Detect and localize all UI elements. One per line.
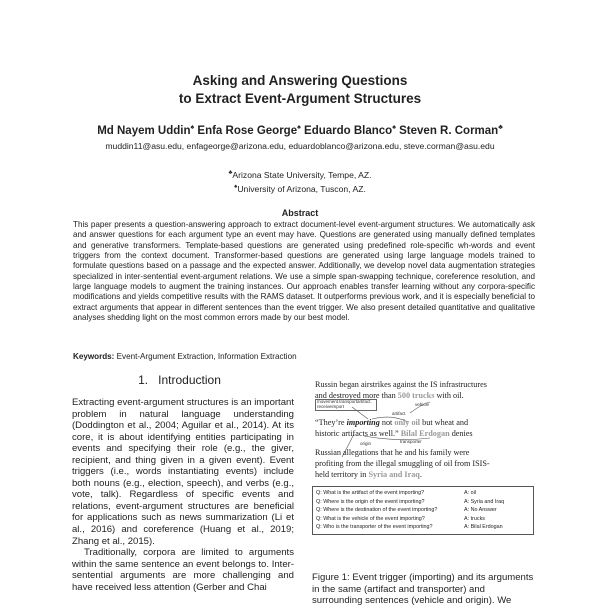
figure-line-3c: not xyxy=(381,418,393,427)
figure-line-4 xyxy=(315,429,473,440)
qa-answer: A: trucks xyxy=(464,515,485,522)
qa-question: Q: What is the vehicle of the event importing? xyxy=(316,515,425,522)
author-4-mark: ♣ xyxy=(498,124,503,131)
figure-arg-origin: Syria and Iraq xyxy=(368,470,420,479)
author-2-mark: ♠ xyxy=(297,124,301,131)
qa-question: Q: Where is the origin of the event importing? xyxy=(316,498,425,505)
paper-title xyxy=(0,72,600,108)
figure-line-3 xyxy=(315,418,468,429)
title-line-1: Asking and Answering Questions xyxy=(192,73,408,88)
figure-line-4a: historic artifacts as well.” xyxy=(315,429,399,438)
figure-trigger: importing xyxy=(346,418,380,427)
affiliation-2-text: University of Arizona, Tuscon, AZ. xyxy=(237,183,366,194)
figure-arg-vehicle: 500 trucks xyxy=(397,391,435,400)
qa-row xyxy=(316,498,530,507)
figure-line-2a: and destroyed more than xyxy=(315,391,396,400)
figure-1 xyxy=(312,378,534,588)
figure-line-3a: “They’re xyxy=(315,418,345,427)
keywords xyxy=(73,352,535,361)
author-3-name: Eduardo Blanco xyxy=(304,124,393,137)
qa-question: Q: What is the artifact of the event importing? xyxy=(316,490,425,496)
qa-row xyxy=(316,515,530,524)
qa-answer: A: Syria and Iraq xyxy=(464,498,505,505)
annotation-origin: origin xyxy=(360,441,372,446)
annotation-transporter: transporter xyxy=(400,439,422,444)
affiliation-2-mark: ♠ xyxy=(234,183,238,190)
author-1-mark: ♠ xyxy=(190,124,195,131)
keywords-text: Event-Argument Extraction, Information Extraction xyxy=(116,352,297,361)
intro-paragraph-2: Traditionally, corpora are limited to arguments within the same sentence an event belongs to. Inter-sentential arguments are more challenging and have received less attention (Gerber and Chai xyxy=(72,547,294,593)
affiliation-1-mark: ♣ xyxy=(228,170,233,176)
annotation-destination: movement.transportartifact. receiveimport xyxy=(315,399,377,411)
qa-answer: A: oil xyxy=(464,490,476,496)
figure-arg-artifact: only oil xyxy=(394,418,421,427)
qa-question: Q: Where is the destination of the event importing? xyxy=(316,507,438,514)
qa-answer: A: No Answer xyxy=(464,507,497,514)
figure-line-7a: held territory in xyxy=(315,470,367,479)
section-number: 1. xyxy=(138,373,149,387)
abstract-heading: Abstract xyxy=(281,208,319,218)
figure-arg-transporter: Bilal Erdogan xyxy=(400,429,450,438)
qa-row xyxy=(316,506,530,515)
intro-body xyxy=(72,397,294,593)
section-title: Introduction xyxy=(158,373,221,387)
abstract-text: This paper presents a question-answering approach to extract document-level event-argument structures. We automatically ask and answer questions for each argument type an event may have. Questions are generated using manually defined templates and generative transformers. Template-based questions are generated using predefined role-specific wh-words and event triggers from the context document. Transformer-based questions are generated using large language models trained to formulate questions based on a passage and the expected answer. Additionally, we develop novel data augmentation strategies specialized in inter-sentential event-argument relations. We use a simple span-swapping technique, coreference resolution, and large language models to augment the training instances. Our approach enables transfer learning without any corpora-specific modifications and yields competitive results with the RAMS dataset. It outperforms previous work, and it is especially beneficial to extract arguments that appear in different sentences than the event trigger. We also present detailed quantitative and qualitative analyses shedding light on the most common errors made by our best model. xyxy=(73,220,536,323)
author-4-name: Steven R. Corman xyxy=(399,124,499,137)
author-2-name: Enfa Rose George xyxy=(197,124,298,137)
figure-line-7c: . xyxy=(419,470,422,479)
figure-line-2c: with oil. xyxy=(436,391,464,400)
figure-line-3e: but wheat and xyxy=(422,418,469,427)
affiliation-2 xyxy=(0,181,600,195)
figure-line-5: Russian allegations that he and his family were xyxy=(315,448,470,457)
section-heading xyxy=(72,373,287,387)
affiliations xyxy=(0,167,600,195)
qa-row xyxy=(316,489,530,498)
author-3-mark: ♠ xyxy=(392,124,396,131)
figure-sentence-1: Russin began airstrikes against the IS infrastructures xyxy=(315,380,487,389)
keywords-label: Keywords: xyxy=(73,352,115,361)
qa-row xyxy=(316,523,530,532)
annotation-artifact: artifact xyxy=(392,411,406,416)
author-1-name: Md Nayem Uddin xyxy=(97,124,191,137)
annotation-vehicle: vehicle xyxy=(415,402,430,407)
intro-paragraph-1: Extracting event-argument structures is an important problem in natural language understanding (Doddington et al., 2004; Aguilar et al., 2014). At its core, it is about identifying entities participating in events and specifying their role (e.g., the giver, recipient, and thing given in a given event). Event triggers (i.e., words instantiating events) include both nouns (e.g., election, speech), and verbs (e.g., vote, talk). Regardless of specific events and relations, event-argument structures are beneficial for applications such as news summarization (Li et al., 2016) and coreference (Huang et al., 2019; Zhang et al., 2015). xyxy=(72,397,294,547)
figure-line-4c: denies xyxy=(451,429,473,438)
title-line-2: to Extract Event-Argument Structures xyxy=(178,91,422,106)
qa-table xyxy=(312,486,534,535)
affiliation-1-text: Arizona State University, Tempe, AZ. xyxy=(232,169,372,180)
affiliation-1 xyxy=(0,167,600,181)
author-emails: muddin11@asu.edu, enfageorge@arizona.edu, eduardoblanco@arizona.edu, steve.corman@asu.edu xyxy=(105,141,495,151)
figure-line-6: profiting from the illegal smuggling of oil from ISIS- xyxy=(315,459,490,468)
qa-answer: A: Bilal Erdogan xyxy=(464,524,503,531)
figure-line-7 xyxy=(315,470,422,481)
figure-caption: Figure 1: Event trigger (importing) and its arguments in the same (artifact and transporter) and surrounding sentences (vehicle and origin). We xyxy=(312,572,534,606)
qa-question: Q: Who is the transporter of the event importing? xyxy=(316,524,433,531)
author-list xyxy=(0,124,600,137)
